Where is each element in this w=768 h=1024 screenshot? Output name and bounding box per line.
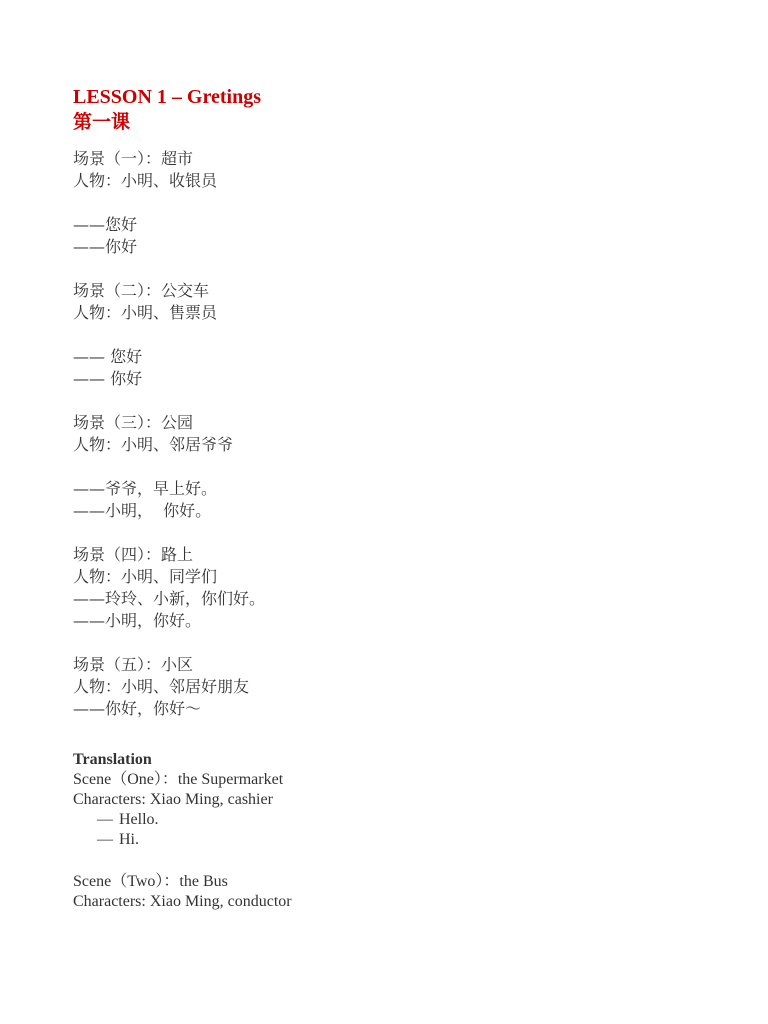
dialogue-line: —— 您好: [73, 347, 143, 366]
scene-block-5: [73, 654, 713, 720]
scene-heading: 场景（一）：超市: [73, 149, 194, 168]
dialogue-line: ——你好，你好～: [73, 699, 202, 718]
scene-heading: 场景（二）：公交车: [73, 281, 210, 300]
scene-heading: 场景（四）：路上: [73, 545, 194, 564]
scene-characters: 人物：小明、邻居爷爷: [73, 435, 234, 454]
scene-characters: 人物：小明、收银员: [73, 171, 218, 190]
scene-block-1: [73, 148, 713, 258]
dialogue-line: ——玲玲、小新，你们好。: [73, 589, 266, 608]
lesson-title: LESSON 1 – Gretings: [73, 86, 261, 108]
dialogue-line: ——小明， 你好。: [73, 501, 212, 520]
dialogue-line-english: [73, 810, 713, 830]
dialogue-line: ——小明，你好。: [73, 611, 202, 630]
scene-heading: 场景（三）：公园: [73, 413, 194, 432]
dialogue-line: ——你好: [73, 237, 138, 256]
scene-heading-english: Scene（One）：the Supermarket: [73, 771, 284, 788]
dash-mark: —: [97, 811, 113, 828]
translation-heading: Translation: [73, 751, 152, 768]
dialogue-line: —— 你好: [73, 369, 143, 388]
scene-characters: 人物：小明、邻居好朋友: [73, 677, 250, 696]
dash-mark: —: [97, 831, 113, 848]
scene-heading: 场景（五）：小区: [73, 655, 194, 674]
scene-block-4: [73, 544, 713, 632]
dialogue-text: Hi.: [119, 831, 139, 848]
scene-block-2: [73, 280, 713, 390]
scene-characters: 人物：小明、同学们: [73, 567, 218, 586]
scene-characters-english: Characters: Xiao Ming, conductor: [73, 893, 292, 910]
scene-heading-english: Scene（Two）：the Bus: [73, 873, 228, 890]
dialogue-text: Hello.: [119, 811, 159, 828]
lesson-document: [73, 84, 713, 912]
dialogue-line-english: [73, 830, 713, 850]
scene-characters-english: Characters: Xiao Ming, cashier: [73, 791, 273, 808]
scene-characters: 人物：小明、售票员: [73, 303, 218, 322]
lesson-title-chinese: 第一课: [73, 111, 131, 133]
translation-section: [73, 750, 713, 912]
scene-block-3: [73, 412, 713, 522]
dialogue-line: ——您好: [73, 215, 138, 234]
dialogue-line: ——爷爷，早上好。: [73, 479, 218, 498]
